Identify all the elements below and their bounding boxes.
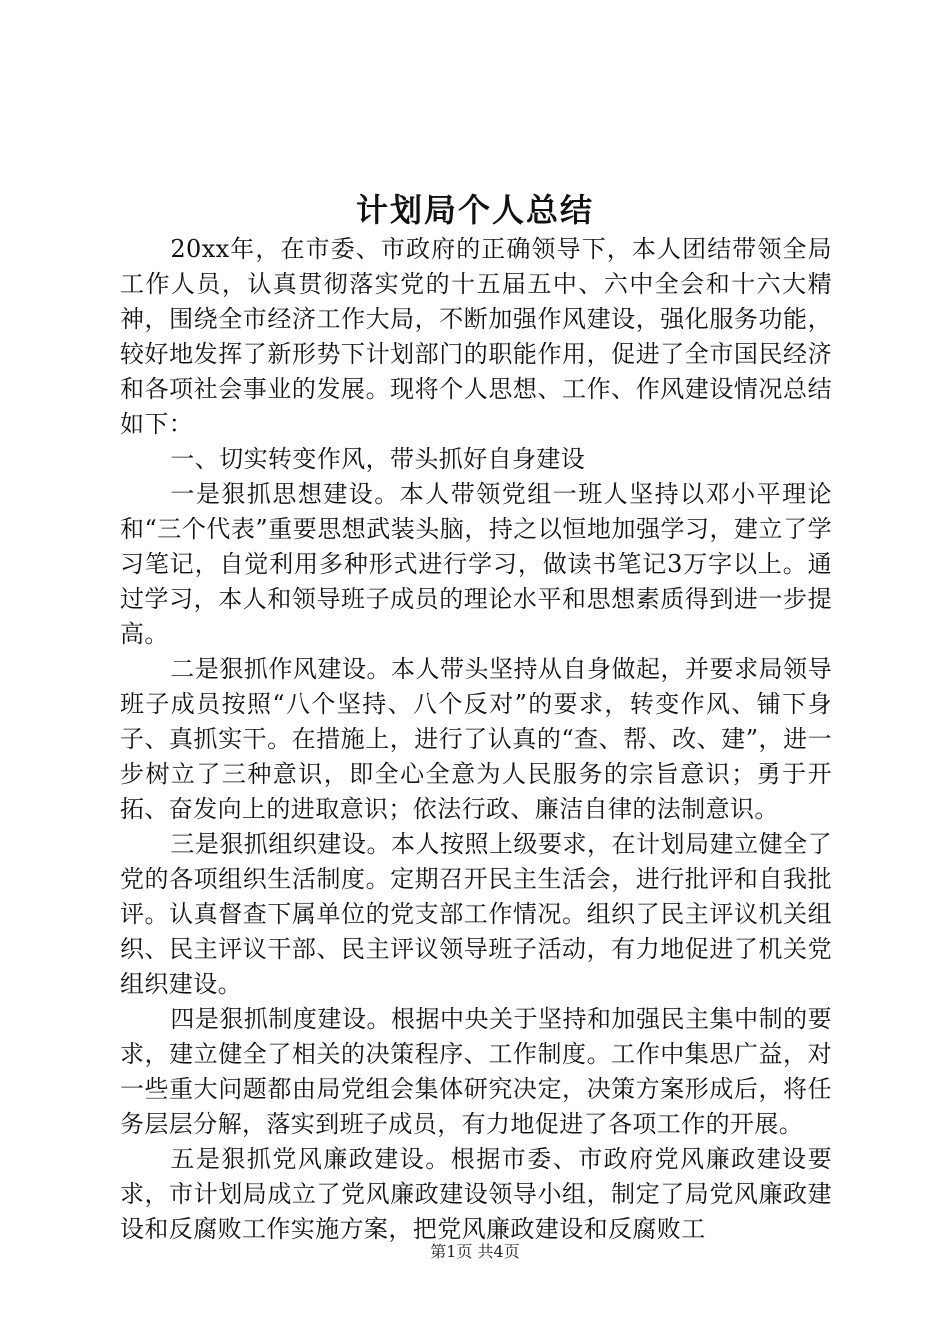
page-number-footer: 第1页 共4页 [430,1242,520,1261]
section-heading: 一、切实转变作风，带头抓好自身建设 [170,445,586,473]
paragraph-integrity: 五是狠抓党风廉政建设。根据市委、市政府党风廉政建设要求，市计划局成立了党风廉政建设领导小组，制定了局党风廉政建设和反腐败工作实施方案，把党风廉政建设和反腐败工 [120,1145,832,1243]
document-body [120,232,832,1247]
paragraph-work-style: 二是狠抓作风建设。本人带头坚持从自身做起，并要求局领导班子成员按照“八个坚持、八个反对”的要求，转变作风、铺下身子、真抓实干。在措施上，进行了认真的“查、帮、改、建”，进一步树立了三种意识，即全心全意为人民服务的宗旨意识；勇于开拓、奋发向上的进取意识；依法行政、廉洁自律的法制意识。 [120,655,832,823]
document-title: 计划局个人总结 [355,191,594,229]
paragraph-ideology: 一是狠抓思想建设。本人带领党组一班人坚持以邓小平理论和“三个代表”重要思想武装头脑，持之以恒地加强学习，建立了学习笔记，自觉利用多种形式进行学习，做读书笔记3万字以上。通过学习，本人和领导班子成员的理论水平和思想素质得到进一步提高。 [120,480,832,648]
paragraph-organization: 三是狠抓组织建设。本人按照上级要求，在计划局建立健全了党的各项组织生活制度。定期召开民主生活会，进行批评和自我批评。认真督查下属单位的党支部工作情况。组织了民主评议机关组织、民主评议干部、民主评议领导班子活动，有力地促进了机关党组织建设。 [120,830,832,998]
paragraph-institution: 四是狠抓制度建设。根据中央关于坚持和加强民主集中制的要求，建立健全了相关的决策程序、工作制度。工作中集思广益，对一些重大问题都由局党组会集体研究决定，决策方案形成后，将任务层层分解，落实到班子成员，有力地促进了各项工作的开展。 [120,1005,832,1138]
paragraph-intro: 20xx年，在市委、市政府的正确领导下，本人团结带领全局工作人员，认真贯彻落实党的十五届五中、六中全会和十六大精神，围绕全市经济工作大局，不断加强作风建设，强化服务功能，较好地发挥了新形势下计划部门的职能作用，促进了全市国民经济和各项社会事业的发展。现将个人思想、工作、作风建设情况总结如下： [120,235,832,438]
